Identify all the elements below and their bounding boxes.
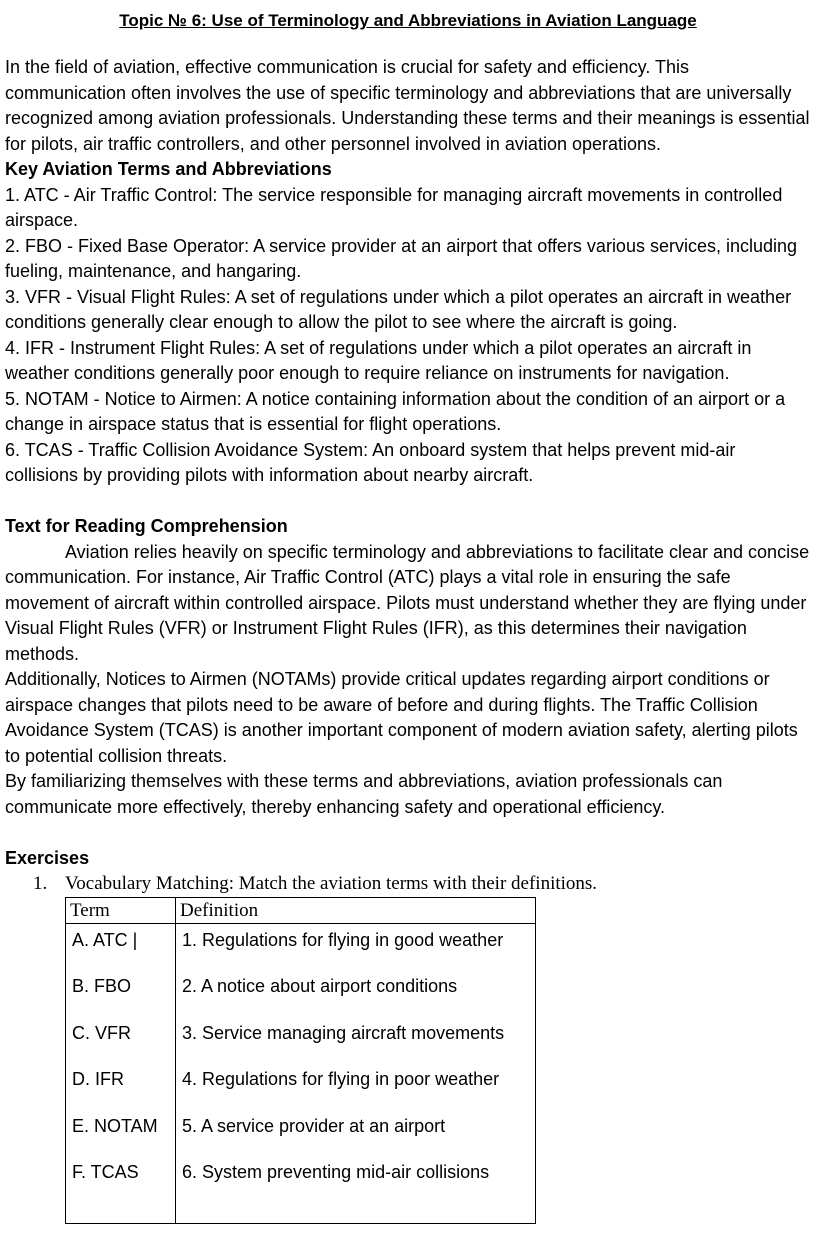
reading-heading: Text for Reading Comprehension — [5, 516, 288, 536]
intro-paragraph: In the field of aviation, effective communication is crucial for safety and efficiency. This communication often involves the use of specific terminology and abbreviations that are universally recognized among aviation professionals. Understanding these terms and their meanings is essential for pilots, air traffic controllers, and other personnel involved in aviation operations. — [5, 57, 810, 154]
definition-cell-3[interactable]: 3. Service managing aircraft movements — [176, 1017, 536, 1064]
matching-table — [65, 897, 536, 1224]
table-row — [66, 970, 536, 1017]
blank-line — [5, 820, 811, 846]
term-cell-a[interactable]: A. ATC | — [66, 923, 176, 970]
table-row — [66, 1063, 536, 1110]
term-cell-c[interactable]: C. VFR — [66, 1017, 176, 1064]
reading-paragraph-2: Additionally, Notices to Airmen (NOTAMs) provide critical updates regarding airport conditions or airspace changes that pilots need to be aware of before and during flights. The Traffic Collision Avoidance System (TCAS) is another important component of modern aviation safety, alerting pilots to potential collision threats. — [5, 669, 798, 766]
definition-cell-6[interactable]: 6. System preventing mid-air collisions — [176, 1156, 536, 1223]
reading-paragraph-1: Aviation relies heavily on specific terminology and abbreviations to facilitate clear and concise communication. For instance, Air Traffic Control (ATC) plays a vital role in ensuring the safe movement of aircraft within controlled airspace. Pilots must understand whether they are flying under Visual Flight Rules (VFR) or Instrument Flight Rules (IFR), as this determines their navigation methods. — [5, 541, 810, 664]
term-item-ifr: 4. IFR - Instrument Flight Rules: A set of regulations under which a pilot operates an aircraft in weather conditions generally poor enough to require reliance on instruments for navigation. — [5, 337, 752, 383]
term-cell-f[interactable]: F. TCAS — [66, 1156, 176, 1223]
table-row — [66, 1156, 536, 1223]
exercises-heading: Exercises — [5, 847, 90, 868]
reading-paragraph-3: By familiarizing themselves with these terms and abbreviations, aviation professionals can communicate more effectively, thereby enhancing safety and operational efficiency. — [5, 771, 723, 817]
exercise-1-text: Vocabulary Matching: Match the aviation terms with their definitions. — [65, 873, 598, 894]
table-header-row — [66, 897, 536, 923]
table-row — [66, 1017, 536, 1064]
definition-cell-1[interactable]: 1. Regulations for flying in good weather — [176, 923, 536, 970]
table-header-definition: Definition — [176, 897, 536, 923]
term-cell-d[interactable]: D. IFR — [66, 1063, 176, 1110]
exercise-1-item — [5, 871, 811, 897]
key-terms-heading: Key Aviation Terms and Abbreviations — [5, 159, 332, 179]
term-item-fbo: 2. FBO - Fixed Base Operator: A service provider at an airport that offers various services, including fueling, maintenance, and hangaring. — [5, 235, 798, 281]
term-item-tcas: 6. TCAS - Traffic Collision Avoidance System: An onboard system that helps prevent mid-air collisions by providing pilots with information about nearby aircraft. — [5, 439, 736, 485]
blank-line — [5, 489, 811, 515]
table-header-term: Term — [66, 897, 176, 923]
term-cell-b[interactable]: B. FBO — [66, 970, 176, 1017]
term-item-atc: 1. ATC - Air Traffic Control: The service responsible for managing aircraft movements in controlled airspace. — [5, 184, 783, 230]
term-item-notam: 5. NOTAM - Notice to Airmen: A notice containing information about the condition of an airport or a change in airspace status that is essential for flight operations. — [5, 388, 786, 434]
page-title: Topic № 6: Use of Terminology and Abbreviations in Aviation Language — [119, 11, 697, 30]
definition-cell-4[interactable]: 4. Regulations for flying in poor weather — [176, 1063, 536, 1110]
exercise-1-number: 1. — [33, 873, 48, 894]
definition-cell-5[interactable]: 5. A service provider at an airport — [176, 1110, 536, 1157]
table-row — [66, 923, 536, 970]
definition-cell-2[interactable]: 2. A notice about airport conditions — [176, 970, 536, 1017]
term-cell-e[interactable]: E. NOTAM — [66, 1110, 176, 1157]
table-row — [66, 1110, 536, 1157]
term-item-vfr: 3. VFR - Visual Flight Rules: A set of regulations under which a pilot operates an aircraft in weather conditions generally clear enough to allow the pilot to see where the aircraft is going. — [5, 286, 792, 332]
